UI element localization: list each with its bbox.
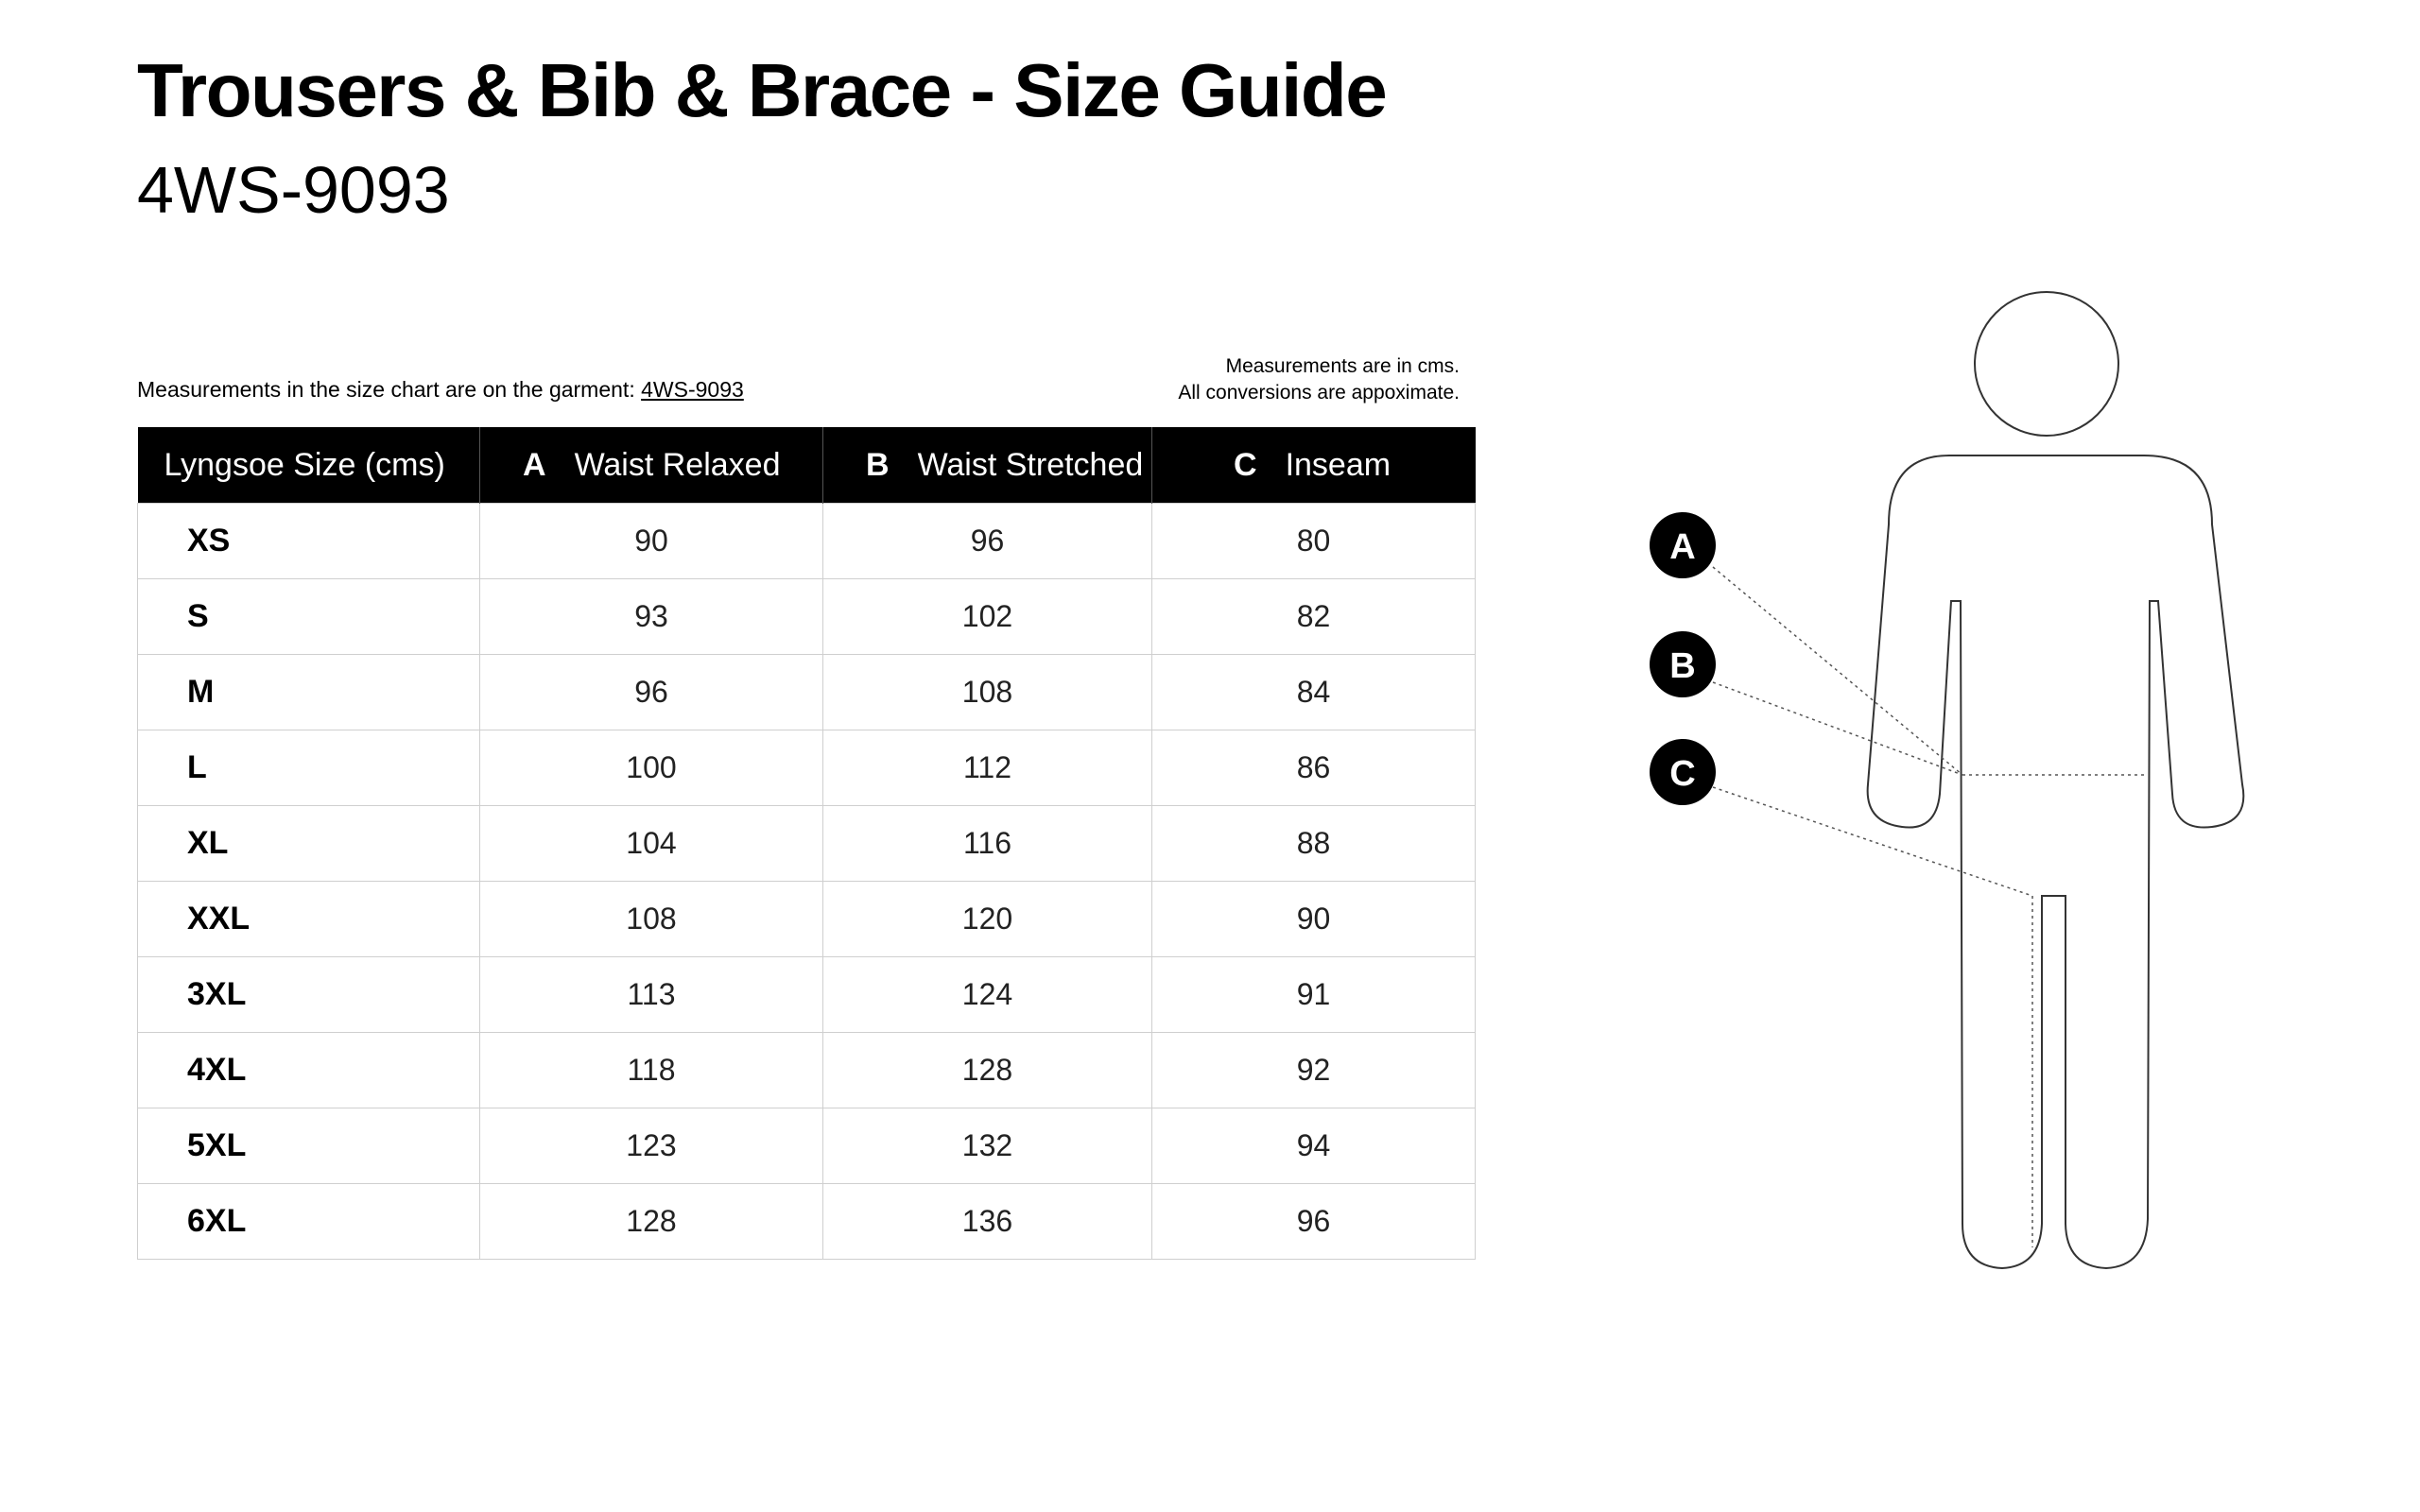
waist-relaxed-cell: 128 (480, 1184, 823, 1260)
waist-relaxed-cell: 93 (480, 579, 823, 655)
column-header-waist-stretched (823, 427, 1152, 504)
table-row (138, 579, 1476, 655)
inseam-cell: 80 (1152, 504, 1476, 579)
badge-letter-a: A (1669, 527, 1696, 567)
size-cell: XS (138, 504, 480, 579)
table-header-row (138, 427, 1476, 504)
waist-stretched-cell: 116 (823, 806, 1152, 882)
badge-c-icon (1650, 739, 1716, 805)
measurement-guides (1713, 567, 2146, 1247)
inseam-cell: 84 (1152, 655, 1476, 730)
size-cell: L (138, 730, 480, 806)
waist-stretched-cell: 120 (823, 882, 1152, 957)
size-cell: XL (138, 806, 480, 882)
garment-code-link[interactable]: 4WS-9093 (641, 377, 744, 402)
size-cell: XXL (138, 882, 480, 957)
inseam-cell: 82 (1152, 579, 1476, 655)
size-cell: 6XL (138, 1184, 480, 1260)
garment-note-text: Measurements in the size chart are on the garment: (137, 377, 642, 402)
inseam-cell: 86 (1152, 730, 1476, 806)
column-letter-b: B (866, 446, 890, 483)
waist-stretched-cell: 96 (823, 504, 1152, 579)
size-cell: 5XL (138, 1108, 480, 1184)
column-letter-c: C (1234, 446, 1257, 483)
waist-stretched-cell: 108 (823, 655, 1152, 730)
table-row (138, 655, 1476, 730)
waist-relaxed-cell: 113 (480, 957, 823, 1033)
column-header-inseam-label: Inseam (1285, 446, 1392, 483)
column-header-size (138, 427, 480, 504)
inseam-cell: 91 (1152, 957, 1476, 1033)
waist-stretched-cell: 132 (823, 1108, 1152, 1184)
waist-relaxed-cell: 100 (480, 730, 823, 806)
inseam-cell: 94 (1152, 1108, 1476, 1184)
garment-note (137, 377, 744, 404)
waist-relaxed-cell: 104 (480, 806, 823, 882)
waist-stretched-cell: 128 (823, 1033, 1152, 1108)
badge-letter-c: C (1669, 754, 1696, 794)
body-measurement-figure (1607, 274, 2269, 1276)
column-header-size-label: Lyngsoe Size (cms) (164, 446, 445, 483)
column-header-waist-relaxed (480, 427, 823, 504)
column-letter-a: A (523, 446, 546, 483)
badge-letter-b: B (1669, 646, 1696, 686)
table-row (138, 1184, 1476, 1260)
waist-stretched-cell: 112 (823, 730, 1152, 806)
units-note-line2: All conversions are appoximate. (1178, 382, 1460, 404)
table-row (138, 730, 1476, 806)
page-title: Trousers & Bib & Brace - Size Guide (137, 48, 1387, 132)
column-header-waist-stretched-label: Waist Stretched (917, 446, 1144, 483)
badge-a-icon (1650, 512, 1716, 578)
size-table (137, 427, 1476, 1260)
column-header-waist-relaxed-label: Waist Relaxed (574, 446, 781, 483)
table-row (138, 957, 1476, 1033)
waist-relaxed-cell: 90 (480, 504, 823, 579)
inseam-cell: 92 (1152, 1033, 1476, 1108)
table-body (138, 504, 1476, 1260)
waist-relaxed-cell: 96 (480, 655, 823, 730)
product-code: 4WS-9093 (137, 153, 450, 227)
inseam-cell: 90 (1152, 882, 1476, 957)
size-cell: 3XL (138, 957, 480, 1033)
inseam-cell: 96 (1152, 1184, 1476, 1260)
waist-relaxed-cell: 118 (480, 1033, 823, 1108)
waist-stretched-cell: 136 (823, 1184, 1152, 1260)
table-row (138, 504, 1476, 579)
size-cell: S (138, 579, 480, 655)
waist-stretched-cell: 102 (823, 579, 1152, 655)
units-note (1178, 353, 1460, 406)
table-row (138, 806, 1476, 882)
body-outline (1868, 292, 2244, 1268)
waist-relaxed-cell: 108 (480, 882, 823, 957)
table-row (138, 882, 1476, 957)
table-row (138, 1108, 1476, 1184)
units-note-line1: Measurements are in cms. (1225, 355, 1460, 377)
badge-b-icon (1650, 631, 1716, 697)
inseam-cell: 88 (1152, 806, 1476, 882)
waist-relaxed-cell: 123 (480, 1108, 823, 1184)
size-cell: 4XL (138, 1033, 480, 1108)
waist-stretched-cell: 124 (823, 957, 1152, 1033)
column-header-inseam (1152, 427, 1476, 504)
size-cell: M (138, 655, 480, 730)
table-row (138, 1033, 1476, 1108)
